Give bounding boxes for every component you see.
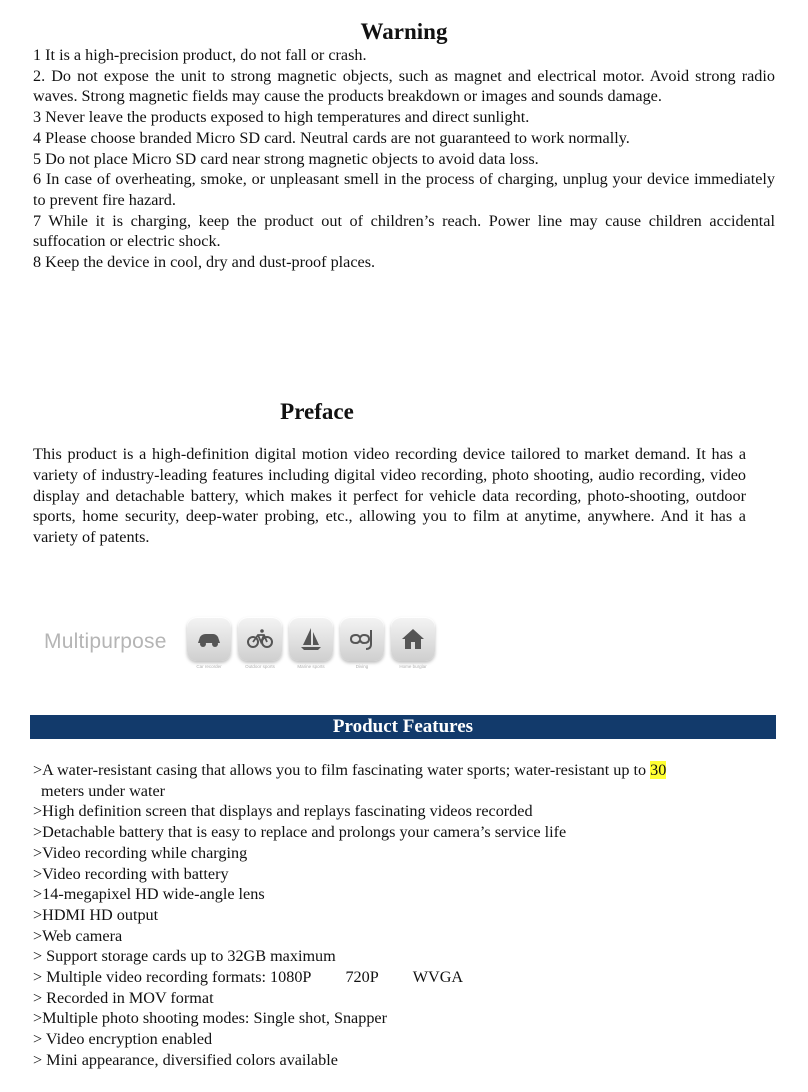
feature-item: >High definition screen that displays and replays fascinating videos recorded [33,802,533,821]
warning-item-3: 3 Never leave the products exposed to high temperatures and direct sunlight. [33,108,530,127]
warning-item-5: 5 Do not place Micro SD card near strong magnetic objects to avoid data loss. [33,149,539,168]
feature-item: > Recorded in MOV format [33,988,214,1007]
car-icon [187,617,231,661]
preface-heading: Preface [280,399,354,424]
feature-item: >14-megapixel HD wide-angle lens [33,885,265,904]
highlighted-depth: 30 [650,761,667,779]
feature-item-water-resistant [33,760,774,781]
feature-item: >Multiple photo shooting modes: Single shot, Snapper [33,1009,388,1028]
feature-item-formats [33,967,774,988]
warning-item-6: 6 In case of overheating, smoke, or unpleasant smell in the process of charging, unplug your device immediately to prevent fire hazard. [33,170,775,209]
feature-item-water-resistant-cont: meters under water [41,781,166,800]
warning-item-8: 8 Keep the device in cool, dry and dust-proof places. [33,253,376,272]
features-heading: Product Features [332,716,474,737]
features-heading-bar [30,715,776,739]
preface-text: This product is a high-definition digital motion video recording device tailored to market demand. It has a variety of industry-leading features including digital video recording, photo shooting, audio recording, video display and detachable battery, which makes it perfect for vehicle data recording, photo-shooting, outdoor sports, home security, deep-water probing, etc., allowing you to film at anytime, anywhere. And it has a variety of patents. [33,445,746,547]
warning-list [33,45,775,273]
sailboat-icon [289,617,333,661]
multipurpose-label: Multipurpose [44,630,167,653]
warning-item-1: 1 It is a high-precision product, do not fall or crash. [33,46,367,64]
feature-item: >Video recording while charging [33,843,248,862]
preface-body [33,444,746,548]
format-wvga: WVGA [412,968,464,987]
diving-caption: Diving [355,664,369,669]
feature-item: > Mini appearance, diversified colors available [33,1050,338,1069]
home-icon [391,617,435,661]
diving-mask-icon [340,617,384,661]
warning-item-2: 2. Do not expose the unit to strong magnetic objects, such as magnet and electrical motor. Avoid strong radio waves. Strong magnetic fields may cause the products breakdown or images and sounds damage. [33,66,775,106]
feature-item: >Web camera [33,926,123,945]
warning-heading: Warning [360,19,448,44]
feature-item-1-text: >A water-resistant casing that allows you to film fascinating water sports; water-resistant up to [33,761,651,779]
bicycle-caption: Outdoor sports [245,664,275,669]
sailboat-caption: Marine sports [297,664,325,669]
multipurpose-graphic [44,614,444,676]
format-720p: 720P [345,968,379,987]
car-caption: Car recorder [196,664,222,669]
feature-item: >HDMI HD output [33,905,159,924]
home-caption: Home burglar [399,664,427,669]
warning-item-4: 4 Please choose branded Micro SD card. Neutral cards are not guaranteed to work normally. [33,128,630,147]
feature-item: > Support storage cards up to 32GB maximum [33,947,336,966]
feature-item: >Video recording with battery [33,864,229,883]
features-list [33,760,774,1071]
feature-item: > Video encryption enabled [33,1030,213,1049]
warning-item-7: 7 While it is charging, keep the product out of children’s reach. Power line may cause children accidental suffocation or electric shock. [33,211,775,251]
bicycle-icon [238,617,282,661]
feature-item: >Detachable battery that is easy to replace and prolongs your camera’s service life [33,823,567,842]
formats-prefix: > Multiple video recording formats: 1080P [33,968,312,987]
